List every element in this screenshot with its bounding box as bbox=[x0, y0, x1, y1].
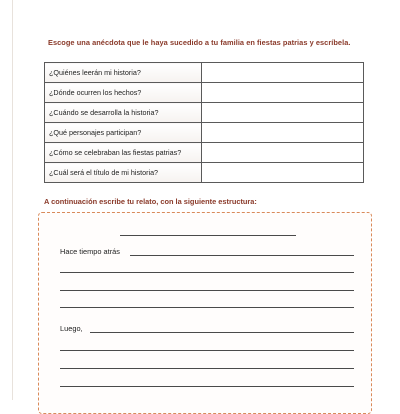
writing-line[interactable] bbox=[60, 307, 354, 308]
question-cell: ¿Cuál será el título de mi historia? bbox=[45, 163, 202, 183]
writing-line[interactable] bbox=[130, 255, 354, 256]
question-cell: ¿Cómo se celebraban las fiestas patrias? bbox=[45, 143, 202, 163]
instruction-heading: Escoge una anécdota que le haya sucedido a tu familia en fiestas patrias y escríbela. bbox=[48, 38, 351, 47]
question-cell: ¿Dónde ocurren los hechos? bbox=[45, 83, 202, 103]
story-instruction-heading: A continuación escribe tu relato, con la siguiente estructura: bbox=[44, 197, 257, 206]
answer-cell[interactable] bbox=[202, 83, 364, 103]
table-row bbox=[45, 103, 364, 123]
page-corner-mark bbox=[382, 0, 396, 18]
story-title-line[interactable] bbox=[120, 235, 296, 236]
table-row bbox=[45, 143, 364, 163]
writing-line[interactable] bbox=[60, 290, 354, 291]
page-margin-line bbox=[12, 0, 13, 400]
middle-label: Luego, bbox=[60, 324, 83, 333]
table-row bbox=[45, 123, 364, 143]
answer-cell[interactable] bbox=[202, 63, 364, 83]
writing-line[interactable] bbox=[60, 368, 354, 369]
writing-line[interactable] bbox=[60, 386, 354, 387]
writing-line[interactable] bbox=[90, 332, 354, 333]
writing-line[interactable] bbox=[60, 272, 354, 273]
story-writing-box bbox=[38, 212, 372, 414]
question-cell: ¿Quiénes leerán mi historia? bbox=[45, 63, 202, 83]
answer-cell[interactable] bbox=[202, 103, 364, 123]
question-cell: ¿Cuándo se desarrolla la historia? bbox=[45, 103, 202, 123]
table-row bbox=[45, 163, 364, 183]
answer-cell[interactable] bbox=[202, 123, 364, 143]
table-row bbox=[45, 83, 364, 103]
table-row bbox=[45, 63, 364, 83]
answer-cell[interactable] bbox=[202, 163, 364, 183]
opening-label: Hace tiempo atrás bbox=[60, 247, 120, 256]
question-cell: ¿Qué personajes participan? bbox=[45, 123, 202, 143]
questions-table bbox=[44, 62, 364, 183]
writing-line[interactable] bbox=[60, 350, 354, 351]
answer-cell[interactable] bbox=[202, 143, 364, 163]
